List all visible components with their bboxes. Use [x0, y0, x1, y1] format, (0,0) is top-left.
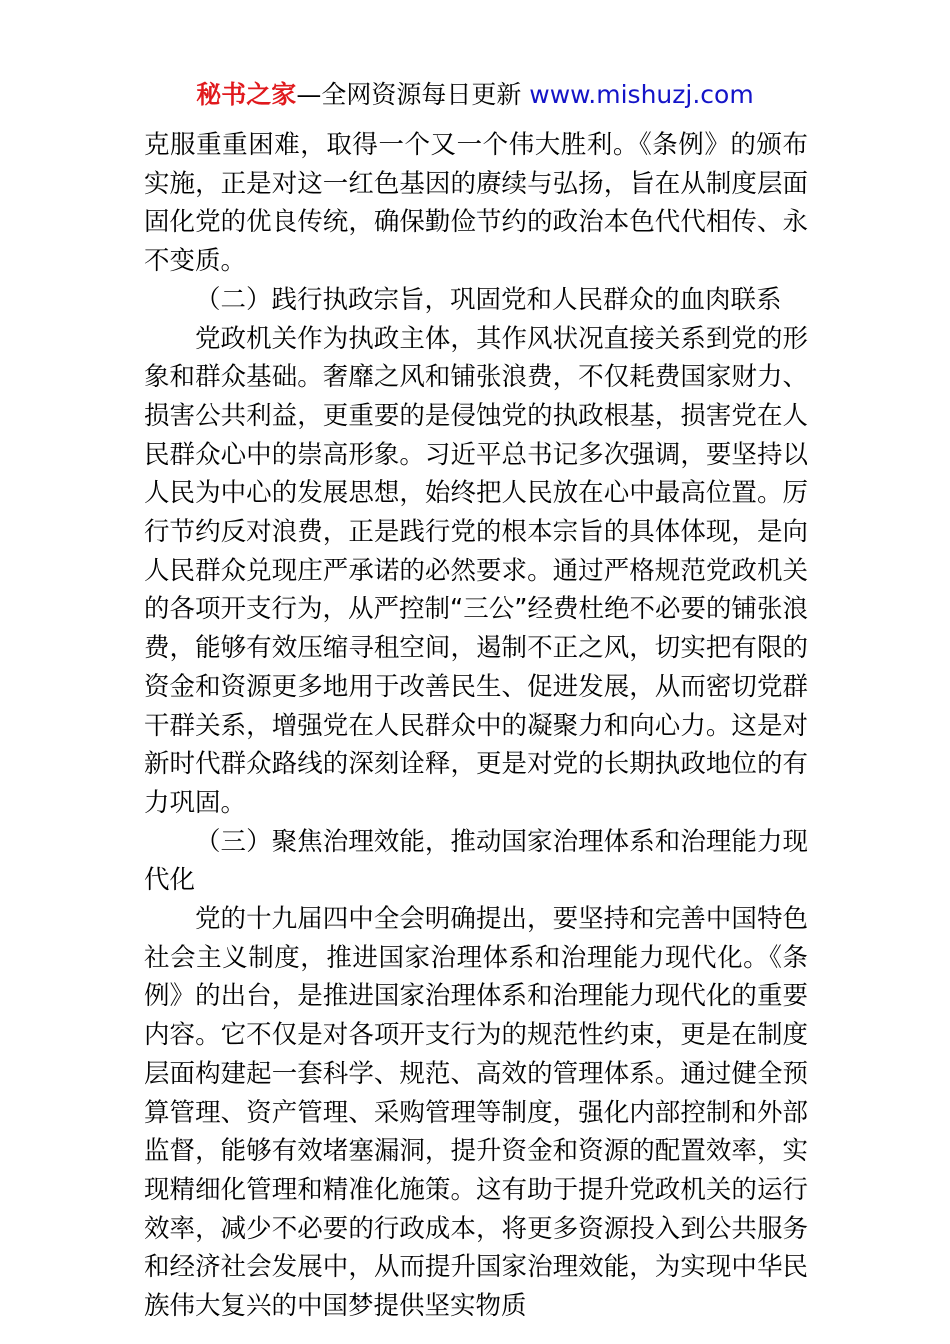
section-heading-3: （三）聚焦治理效能，推动国家治理体系和治理能力现代化 — [144, 826, 808, 896]
section-heading-2: （二）践行执政宗旨，巩固党和人民群众的血肉联系 — [195, 284, 782, 315]
paragraph-section-2: 党政机关作为执政主体，其作风状况直接关系到党的形象和群众基础。奢靡之风和铺张浪费，不仅耗费国家财力、损害公共利益，更重要的是侵蚀党的执政根基，损害党在人民群众心中的崇高形象。习近平总书记多次强调，要坚持以人民为中心的发展思想，始终把人民放在心中最高位置。厉行节约反对浪费，正是践行党的根本宗旨的具体体现，是向人民群众兑现庄严承诺的必然要求。通过严格规范党政机关的各项开支行为，从严控制“三公”经费杜绝不必要的铺张浪费，能够有效压缩寻租空间，遏制不正之风，切实把有限的资金和资源更多地用于改善民生、促进发展，从而密切党群干群关系，增强党在人民群众中的凝聚力和向心力。这是对新时代群众路线的深刻诠释，更是对党的长期执政地位的有力巩固。 — [144, 323, 808, 818]
page-header — [0, 78, 950, 112]
header-tagline: —全网资源每日更新 — [296, 80, 530, 109]
paragraph-section-3: 党的十九届四中全会明确提出，要坚持和完善中国特色社会主义制度，推进国家治理体系和治理能力现代化。《条例》的出台，是推进国家治理体系和治理能力现代化的重要内容。它不仅是对各项开支行为的规范性约束，更是在制度层面构建起一套科学、规范、高效的管理体系。通过健全预算管理、资产管理、采购管理等制度，强化内部控制和外部监督，能够有效堵塞漏洞，提升资金和资源的配置效率，实现精细化管理和精准化施策。这有助于提升党政机关的运行效率，减少不必要的行政成本，将更多资源投入到公共服务和经济社会发展中，从而提升国家治理效能，为实现中华民族伟大复兴的中国梦提供坚实物质 — [144, 904, 808, 1322]
document-body — [144, 126, 808, 1326]
paragraph-continuation: 克服重重困难，取得一个又一个伟大胜利。《条例》的颁布实施，正是对这一红色基因的赓续与弘扬，旨在从制度层面固化党的优良传统，确保勤俭节约的政治本色代代相传、永不变质。 — [144, 130, 808, 277]
site-url-link[interactable]: www.mishuzj.com — [529, 80, 754, 109]
brand-name: 秘书之家 — [196, 80, 297, 109]
